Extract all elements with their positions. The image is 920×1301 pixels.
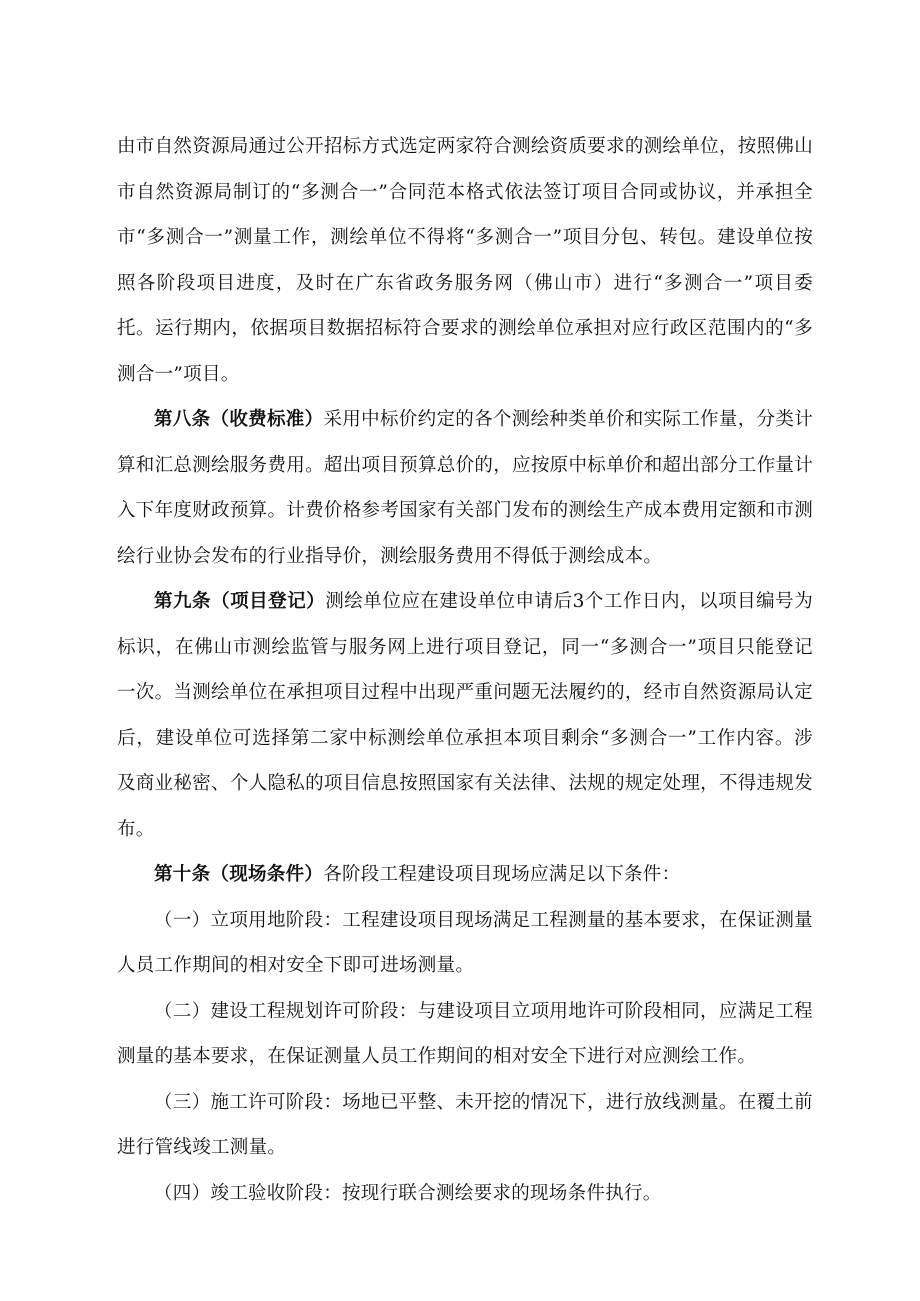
paragraph-continued: 由市自然资源局通过公开招标方式选定两家符合测绘资质要求的测绘单位，按照佛山市自然资源局制订的“多测合一”合同范本格式依法签订项目合同或协议，并承担全市“多测合一”测量工作，测绘单位不得将“多测合一”项目分包、转包。建设单位按照各阶段项目进度，及时在广东省政务服务网（佛山市）进行“多测合一”项目委托。运行期内，依据项目数据招标符合要求的测绘单位承担对应行政区范围内的“多测合一”项目。	[117, 136, 813, 385]
list-item-1: （一）立项用地阶段：工程建设项目现场满足工程测量的基本要求，在保证测量人员工作期间的相对安全下即可进场测量。	[117, 909, 813, 976]
article-8-body: 采用中标价约定的各个测绘种类单价和实际工作量，分类计算和汇总测绘服务费用。超出项目预算总价的，应按原中标单价和超出部分工作量计入下年度财政预算。计费价格参考国家有关部门发布的测绘生产成本费用定额和市测绘行业协会发布的行业指导价，测绘服务费用不得低于测绘成本。	[117, 409, 813, 567]
document-page	[117, 124, 813, 1216]
article-10-body: 各阶段工程建设项目现场应满足以下条件：	[323, 864, 681, 885]
article-9	[117, 579, 813, 852]
list-item-3: （三）施工许可阶段：场地已平整、未开挖的情况下，进行放线测量。在覆土前进行管线竣工测量。	[117, 1091, 813, 1158]
article-10	[117, 852, 813, 898]
article-10-heading: 第十条（现场条件）	[154, 864, 324, 885]
article-8	[117, 397, 813, 579]
article-9-body: 测绘单位应在建设单位申请后3个工作日内，以项目编号为标识，在佛山市测绘监管与服务网上进行项目登记，同一“多测合一”项目只能登记一次。当测绘单位在承担项目过程中出现严重问题无法履约的，经市自然资源局认定后，建设单位可选择第二家中标测绘单位承担本项目剩余“多测合一”工作内容。涉及商业秘密、个人隐私的项目信息按照国家有关法律、法规的规定处理，不得违规发布。	[117, 591, 813, 840]
list-item-4: （四）竣工验收阶段：按现行联合测绘要求的现场条件执行。	[154, 1182, 662, 1204]
article-8-heading: 第八条（收费标准）	[154, 409, 324, 430]
list-item-2: （二）建设工程规划许可阶段：与建设项目立项用地许可阶段相同，应满足工程测量的基本要求，在保证测量人员工作期间的相对安全下进行对应测绘工作。	[117, 1000, 813, 1067]
article-9-heading: 第九条（项目登记）	[154, 591, 326, 612]
